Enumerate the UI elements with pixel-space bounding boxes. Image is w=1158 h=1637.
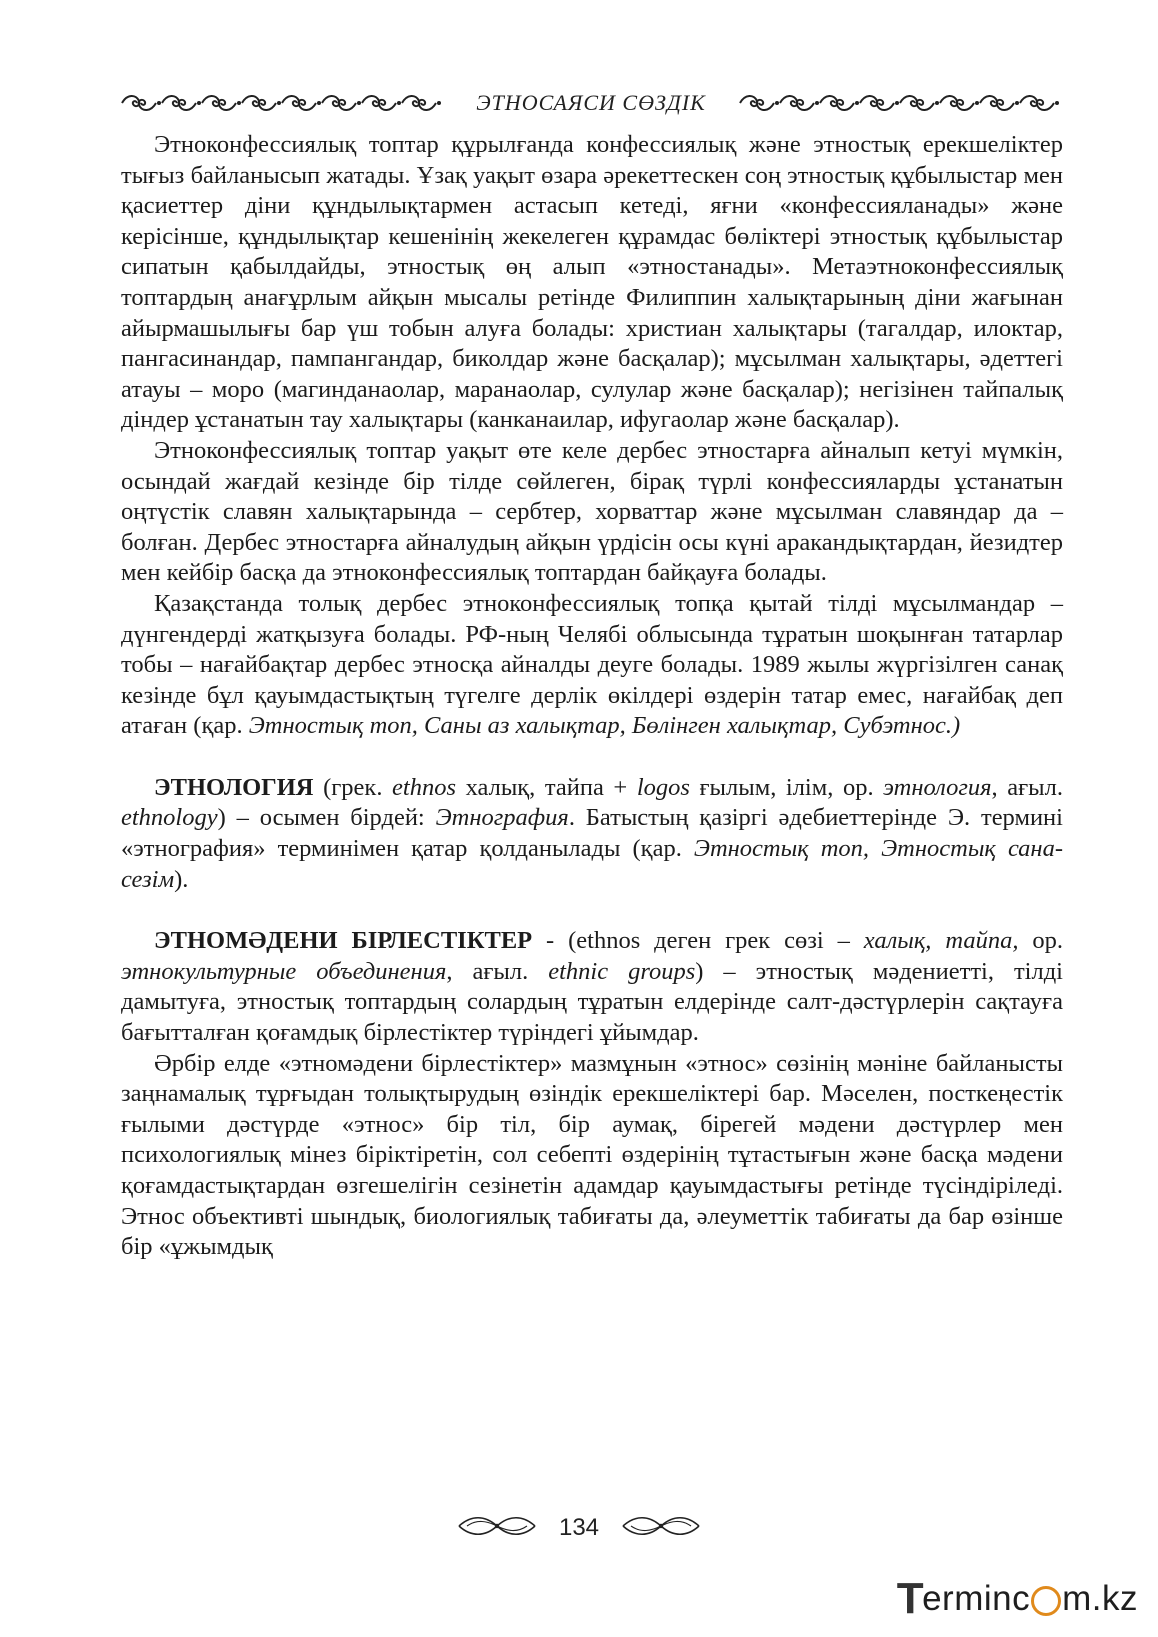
paragraph-3: [121, 589, 1063, 742]
entry-text: . Батыстың қазіргі әдебиеттерінде Э. термині «этнография» терминімен қатар қолданылады (қар.: [121, 804, 1063, 863]
watermark-letter-c: c: [1012, 1579, 1031, 1618]
header-ornament-left-icon: [119, 92, 445, 114]
ornament-motif-icon: [122, 96, 161, 110]
entry-text: - (ethnos деген грек сөзі –: [532, 927, 864, 955]
entry-cross-refs: Этностық топ, Этностық сана-сезім: [121, 835, 1063, 893]
page-number: 134: [558, 1514, 600, 1541]
watermark-letter-t: T: [896, 1574, 925, 1623]
footer-flourish-left-icon: [457, 1513, 537, 1544]
ornament-motif-icon: [940, 96, 979, 110]
watermark-suffix: m.kz: [1062, 1579, 1138, 1618]
paragraph-2-text: Этноконфессиялық топтар уақыт өте келе дербес этностарға айналып кетуі мүмкін, осындай жағдай кезінде бір тілде сөйлеген, бірақ түрлі конфессияларды ұстанатын оңтүстік славян халықтарында – сербтер, хорваттар және мұсылман славяндар да – болған. Дербес этностарға айналудың айқын үрдісін осы күні аракандықтардан, йезидтер мен кейбір басқа да этноконфессиялық топтардан байқауға болады.: [121, 436, 1063, 587]
entry-ethnocultural-paragraph-2: Әрбір елде «этномәдени бірлестіктер» мазмұнын «этнос» сөзінің мәніне байланысты заңнамалық тұрғыдан толықтырудың өзіндік ерекшеліктері бар. Мәселен, посткеңестік ғылыми дәстүрде «этнос» бір тіл, бір аумақ, бірегей мәдени дәстүрлер мен психологиялық мінез біріктіретін, сол себепті өздерінің тұтастығын және басқа мәдени қоғамдастықтардан өзгешелігін сезінетін адамдар қауымдастығы ретінде түсіндіріледі. Этнос объективті шындық, биологиялық табиғаты да, әлеуметтік табиғаты да бар өзінше бір «ұжымдық: [121, 1049, 1063, 1261]
ornament-motif-icon: [860, 96, 899, 110]
page-footer: [0, 1508, 1158, 1548]
ornament-motif-icon: [1020, 96, 1059, 110]
paragraph-3-cross-refs: Этностық топ, Саны аз халықтар, Бөлінген халықтар, Субэтнос.): [248, 712, 961, 740]
entry-italic: ethnic groups: [548, 957, 696, 985]
entry-ethnocultural-term: ЭТНОМӘДЕНИ БІРЛЕСТІКТЕР: [154, 927, 533, 955]
ornament-motif-icon: [322, 96, 361, 110]
entry-ethnology-term: ЭТНОЛОГИЯ: [154, 773, 314, 801]
paragraph-3-text: Қазақстанда толық дербес этноконфессиялық топқа қытай тілді мұсылмандар – дүнгендерді жатқызуға болады. РФ-ның Челябі облысында тұратын шоқынған татарлар тобы – нағайбақтар дербес этносқа айналды деуге болады. 1989 жылы жүргізілген санақ кезінде бұл қауымдастықтың түгелге дерлік өкілдері өздерін татар емес, нағайбақ деп атаған (қар.: [121, 589, 1063, 740]
entry-italic: халық, тайпа,: [863, 927, 1019, 955]
ornament-motif-icon: [282, 96, 321, 110]
entry-italic: logos: [636, 773, 690, 801]
ornament-motif-icon: [362, 96, 401, 110]
ornament-motif-icon: [820, 96, 859, 110]
ornament-motif-icon: [740, 96, 779, 110]
entry-text: ) – этностық мәдениетті, тілді дамытуға, этностық топтардың солардың тұратын елдерінде салт-дәстүрлерін сақтауға бағытталған қоғамдық бірлестіктер түріндегі ұйымдар.: [121, 957, 1063, 1047]
entry-italic: Этнография: [435, 804, 569, 832]
entry-italic: ethnology: [121, 804, 218, 832]
ornament-motif-icon: [402, 96, 441, 110]
entry-text: ор.: [1018, 927, 1064, 955]
page-header: [119, 86, 1063, 120]
ornament-motif-icon: [162, 96, 201, 110]
header-title: ЭТНОСАЯСИ СӨЗДІК: [476, 90, 706, 115]
entry-text: , ағыл.: [991, 773, 1063, 801]
entry-italic: этнокультурные объединения: [121, 957, 447, 985]
paragraph-1: Этноконфессиялық топтар құрылғанда конфессиялық және этностық ерекшеліктер тығыз байланысып жатады. Ұзақ уақыт өзара әрекеттескен соң этностық құбылыстар мен қасиеттер діни құндылықтармен астасып кетеді, яғни «конфессияланады» және керісінше, құндылықтар кешенінің жекелеген құрамдас бөліктері этностық құбылыстар сипатын қабылдайды, этностық өң алып «этностанады». Метаэтноконфессиялық топтардың анағұрлым айқын мысалы ретінде Филиппин халықтарының діни жағынан айырмашылығы бар үш тобын алуға болады: христиан халықтары (тагалдар, илоктар, пангасинандар, пампангандар, биколдар және басқалар); мұсылман халықтары, әдеттегі атауы – моро (магинданаолар, маранаолар, сулулар және басқалар); негізінен тайпалық діндер ұстанатын тау халықтары (канканаилар, ифугаолар және басқалар).: [121, 131, 1063, 434]
entry-ethnocultural-associations: [121, 926, 1063, 1048]
paragraph-2: [121, 436, 1063, 589]
entry-italic: ethnos: [392, 773, 456, 801]
entry-text: ғылым, ілім, ор.: [689, 773, 884, 801]
ornament-motif-icon: [900, 96, 939, 110]
termincom-watermark: [897, 1576, 1138, 1622]
header-ornament-right-icon: [737, 92, 1063, 114]
entry-text: халық, тайпа +: [456, 773, 637, 801]
orange-ring-icon: [1031, 1586, 1061, 1616]
entry-ethnology: [121, 773, 1063, 895]
entry-text: (грек.: [313, 773, 393, 801]
ornament-motif-icon: [242, 96, 281, 110]
footer-flourish-right-icon: [621, 1513, 701, 1544]
page-body: [121, 130, 1063, 1263]
entry-text: ).: [174, 865, 189, 893]
ornament-motif-icon: [202, 96, 241, 110]
ornament-motif-icon: [980, 96, 1019, 110]
entry-italic: этнология: [883, 773, 992, 801]
entry-text: , ағыл.: [446, 957, 549, 985]
ornament-motif-icon: [780, 96, 819, 110]
entry-text: ) – осымен бірдей:: [217, 804, 436, 832]
watermark-text: ermin: [922, 1579, 1013, 1618]
